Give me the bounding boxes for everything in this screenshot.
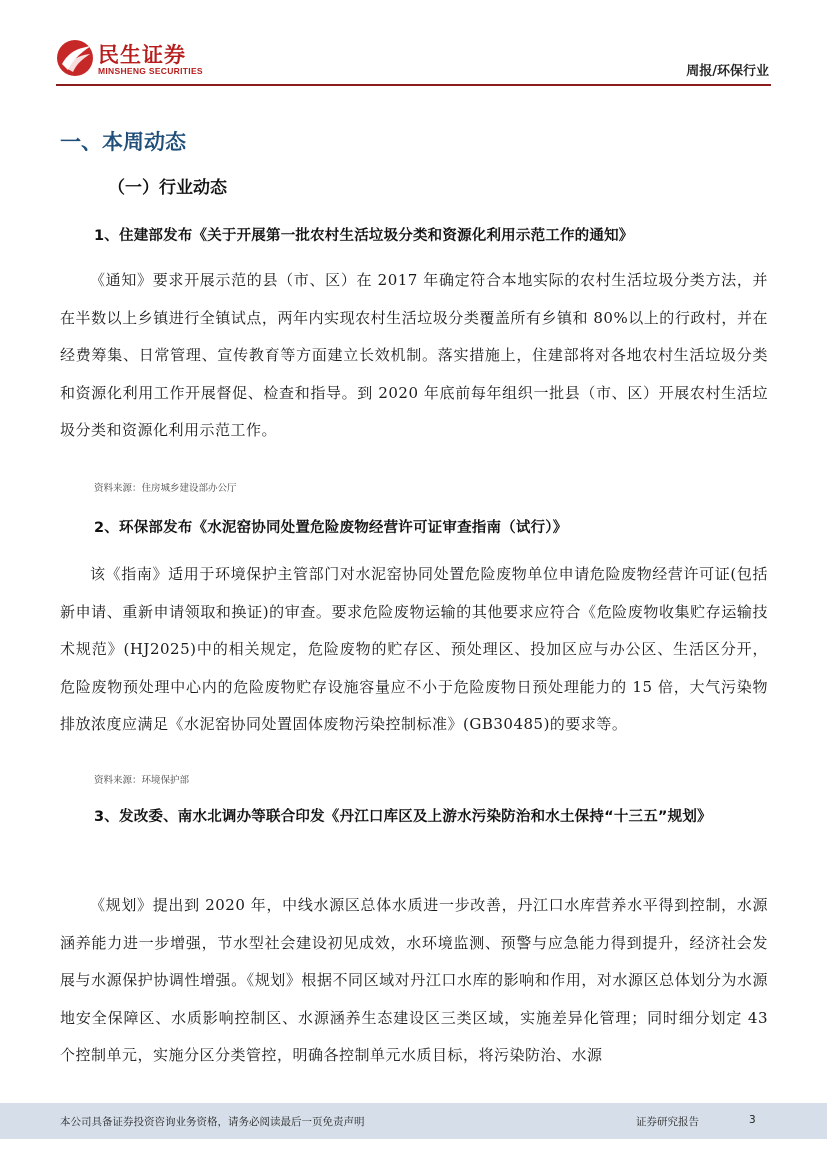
page-header [0,0,827,88]
news-source-1: 资料来源：住房城乡建设部办公厅 [94,483,237,494]
section-title: 一、本周动态 [60,130,186,154]
news-body-3: 《规划》提出到 2020 年，中线水源区总体水质进一步改善，丹江口水库营养水平得到控制，水源涵养能力进一步增强，节水型社会建设初见成效，水环境监测、预警与应急能力得到提升，经济社会发展与水源保护协调性增强。《规划》根据不同区域对丹江口水库的影响和作用，对水源区总体划分为水源地安全保障区、水质影响控制区、水源涵养生态建设区三类区域，实施差异化管理；同时细分划定 43 个控制单元，实施分区分类管控，明确各控制单元水质目标，将污染防治、水源 [60,896,768,1064]
news-heading-1: 1、住建部发布《关于开展第一批农村生活垃圾分类和资源化利用示范工作的通知》 [94,228,634,244]
page-number: 3 [749,1114,756,1126]
footer-report-type: 证券研究报告 [636,1116,699,1128]
news-heading-3: 3、发改委、南水北调办等联合印发《丹江口库区及上游水污染防治和水土保持“十三五”规划》 [94,809,712,825]
news-body-1: 《通知》要求开展示范的县（市、区）在 2017 年确定符合本地实际的农村生活垃圾分类方法，并在半数以上乡镇进行全镇试点，两年内实现农村生活垃圾分类覆盖所有乡镇和 80%以上的行政村，并在经费筹集、日常管理、宣传教育等方面建立长效机制。落实措施上，住建部将对各地农村生活垃圾分类和资源化利用工作开展督促、检查和指导。到 2020 年底前每年组织一批县（市、区）开展农村生活垃圾分类和资源化利用示范工作。 [60,271,768,439]
news-body-2: 该《指南》适用于环境保护主管部门对水泥窑协同处置危险废物单位申请危险废物经营许可证(包括新申请、重新申请领取和换证)的审查。要求危险废物运输的其他要求应符合《危险废物收集贮存运输技术规范》(HJ2025)中的相关规定，危险废物的贮存区、预处理区、投加区应与办公区、生活区分开，危险废物预处理中心内的危险废物贮存设施容量应不小于危险废物日预处理能力的 15 倍，大气污染物排放浓度应满足《水泥窑协同处置固体废物污染控制标准》(GB30485)的要求等。 [60,565,768,733]
report-category: 周报/环保行业 [686,64,769,79]
company-logo [56,38,216,78]
header-divider [56,84,771,86]
news-heading-2: 2、环保部发布《水泥窑协同处置危险废物经营许可证审查指南（试行）》 [94,520,568,536]
section-subtitle: （一）行业动态 [108,178,227,198]
logo-text-cn: 民生证券 [98,43,186,67]
news-source-2: 资料来源：环境保护部 [94,775,190,786]
logo-text-en: MINSHENG SECURITIES [98,66,203,76]
page-footer [0,1103,827,1139]
footer-disclaimer: 本公司具备证券投资咨询业务资格，请务必阅读最后一页免责声明 [60,1116,365,1128]
logo-emblem-icon [56,38,96,78]
